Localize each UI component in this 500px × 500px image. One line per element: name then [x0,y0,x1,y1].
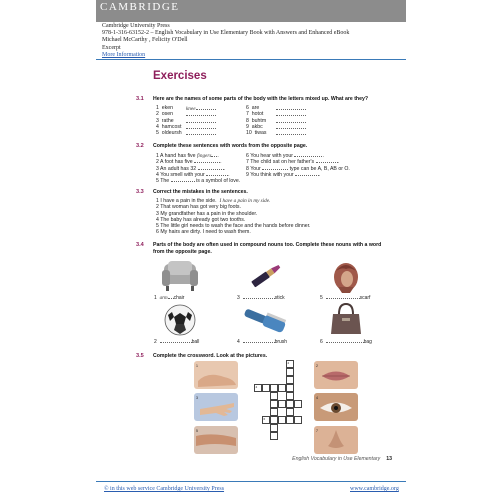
item-num: 9 [246,123,249,130]
exercise-page [96,60,406,480]
clue-number: 7 [316,429,318,433]
answer-blank[interactable] [316,158,339,166]
answer-blank[interactable] [160,338,192,343]
sentence-text: 7 The child sat on her father's [246,159,316,166]
exercise-heading: Complete these sentences with words from the opposite page. [153,143,308,149]
crossword-cell[interactable] [286,384,294,392]
scrambled-word: osen [161,111,174,118]
crossword-cell[interactable] [286,400,294,408]
answer-blank[interactable] [294,152,322,157]
crossword-cell[interactable] [294,416,302,424]
crossword-cell[interactable] [270,408,278,416]
scrambled-word: buhtm [251,117,267,124]
hand-picture [194,393,238,421]
crossword-cell[interactable] [286,408,294,416]
answer-blank[interactable] [186,130,216,135]
item-num: 8 [246,117,249,124]
crossword-cell[interactable] [278,416,286,424]
lipstick-picture [246,260,286,290]
crossword-cell[interactable] [286,360,294,368]
sentence-text: . [319,171,321,178]
item-num: 3 [156,117,159,124]
cambridge-site-link[interactable]: www.cambridge.org [350,486,399,492]
answer-blank[interactable] [276,111,306,116]
sentence-text: 3 An adult has 32 [156,165,198,172]
crossword-grid [248,360,308,446]
cup-header [96,0,406,60]
crossword-cell[interactable] [294,400,302,408]
sentence-text: 5 The little girl needs to wash the face and the hands before dinner. [156,223,311,230]
answer-blank[interactable] [262,165,288,170]
sentence-text: 4 The baby has already got two tooths. [156,216,246,223]
answer: I have a pain in my side. [219,198,271,204]
sentence-text: 1 A hand has five [156,153,197,159]
item-num: 10 [246,130,252,137]
answer-blank[interactable] [186,118,216,123]
foot-picture [194,361,238,389]
sentence-text: . [223,165,225,172]
scrambled-word: hamcost [161,123,182,130]
scrambled-word: akbc [251,123,263,130]
compound-word: bag [363,339,372,345]
clue-number: 5 [196,429,198,433]
answer-blank[interactable] [326,338,364,343]
sentence-text: 2 A foot has five [156,159,195,166]
page-number: 13 [386,456,392,462]
answer-blank[interactable] [198,165,224,170]
isbn-line: 978-1-316-63152-2 – English Vocabulary in Use Elementary Book with Answers and Enhanced eBook [102,30,350,37]
sentence-text: 6 You hear with your [246,153,295,159]
item-num: 2 [156,111,159,118]
answer-blank[interactable] [276,130,306,135]
clue-number: 4 [255,385,258,389]
clue-number: 4 [316,396,318,400]
more-information-link[interactable]: More Information [102,51,146,58]
scrambled-word: oldeursh [161,130,182,137]
hairbrush-picture [242,304,288,334]
compound-word: scarf [359,295,371,301]
crossword-cell[interactable] [278,384,286,392]
scrambled-word: are [251,105,260,111]
footer-rule [96,481,406,482]
item-num: 7 [246,111,249,118]
scrambled-word: rathe [161,117,174,124]
crossword-cell[interactable] [262,416,270,424]
answer-blank[interactable] [194,158,222,166]
item-num: 6 [246,105,249,111]
compound-label [154,294,184,301]
sentence-text: 5 The [156,178,171,185]
exercise-number: 3.2 [136,143,144,149]
sentence-text: . [220,159,222,166]
answer-blank[interactable] [295,171,319,176]
crossword-cell[interactable] [270,384,278,392]
item-num: 3 [237,295,240,301]
compound-label [154,338,199,345]
sentence-text: . [322,153,324,159]
answer-blank[interactable] [186,124,216,129]
compound-word: ball [191,339,200,345]
clue-number: 1 [196,364,198,368]
answer-blank[interactable] [243,294,275,299]
answer-blank[interactable] [276,118,306,123]
scrambled-word: hotot [251,111,264,118]
sentence-text: 1 I have a pain in the side. [156,198,217,204]
sentence-text: 6 My hairs are dirty. I need to wash them. [156,229,251,236]
item-num: 5 [320,295,323,301]
compound-label [237,294,285,301]
crossword-cell[interactable] [262,384,270,392]
exercise-heading: Parts of the body are often used in compound nouns too. Complete these nouns with a word from the opposite page. [153,242,382,255]
exercise-number: 3.1 [136,96,144,102]
crossword-cell[interactable] [270,424,278,432]
clue-number: 6 [263,417,266,421]
crossword-cell[interactable] [286,376,294,384]
sentence-text: 2 That woman has got very big foots. [156,204,241,211]
scrambled-word: tiwas [254,130,267,137]
clue-number: 2 [316,364,318,368]
book-title: English Vocabulary in Use Elementary [292,456,381,462]
sentence-text: . [337,159,339,166]
crossword-cell[interactable] [270,432,278,440]
crossword-cell[interactable] [286,368,294,376]
page-title: Exercises [153,70,207,82]
nose-picture [314,426,358,454]
sentence-text: 3 My grandfather has a pain in the shoulder. [156,210,258,217]
compound-label [320,338,372,345]
excerpt-label: Excerpt [102,44,121,51]
item-num: 4 [237,339,240,345]
exercise-heading: Complete the crossword. Look at the pictures. [153,353,268,359]
answer-blank[interactable] [276,124,306,129]
item-num: 2 [154,339,157,345]
sentence-text: . [217,153,219,159]
item-num: 1 [154,295,157,301]
answer-blank[interactable] [276,105,306,110]
exercise-number: 3.3 [136,189,144,195]
answer-blank[interactable] [196,105,216,110]
clue-number: 2 [287,361,290,365]
arm-picture [194,426,238,454]
authors: Michael McCarthy , Felicity O'Dell [102,37,188,44]
item-num: 5 [156,130,159,137]
answer-blank[interactable] [171,177,195,182]
handbag-picture [328,300,364,338]
copyright-link[interactable]: © in this web service Cambridge University Press [104,486,225,492]
compound-word: chair [173,295,185,301]
exercise-heading: Here are the names of some parts of the body with the letters mixed up. What are they? [153,96,369,102]
sentence-text: . [228,171,230,178]
crossword-cell[interactable] [270,400,278,408]
crossword-cell[interactable] [270,416,278,424]
exercise-number: 3.5 [136,353,144,359]
eye-picture [314,393,358,421]
answer: knee [186,106,196,112]
mouth-picture [314,361,358,389]
exercise-number: 3.4 [136,242,144,248]
sentence-text: 4 You smell with your [156,171,207,178]
sentence-text: type can be A, B, AB or O. [288,165,350,172]
answer-blank[interactable] [243,338,275,343]
crossword-cell[interactable] [270,392,278,400]
answer-blank[interactable] [326,294,360,299]
crossword-cell[interactable] [278,400,286,408]
answer: arm [159,296,168,301]
sentence-text: is a symbol of love. [194,178,241,185]
football-picture [162,302,198,338]
crossword-cell[interactable] [286,392,294,400]
item-num: 4 [156,123,159,130]
page-footer [292,456,392,462]
answer-blank[interactable] [186,111,216,116]
scrambled-word: eken [161,105,174,111]
answer: fingers [196,153,212,159]
item-num: 1 [156,105,159,111]
compound-word: brush [274,339,288,345]
clue-number: 3 [196,396,198,400]
answer-blank[interactable] [206,171,228,176]
headscarf-picture [328,257,364,293]
cambridge-logo: CAMBRIDGE [96,0,406,22]
exercise-heading: Correct the mistakes in the sentences. [153,189,248,195]
sentence-text: 8 Your [246,165,263,172]
crossword-cell[interactable] [254,384,262,392]
publisher: Cambridge University Press [102,23,170,29]
crossword-cell[interactable] [286,416,294,424]
item-num: 6 [320,339,323,345]
compound-word: stick [274,295,285,301]
armchair-picture [160,258,200,292]
compound-label [237,338,287,345]
sentence-text: 9 You think with your [246,171,296,178]
